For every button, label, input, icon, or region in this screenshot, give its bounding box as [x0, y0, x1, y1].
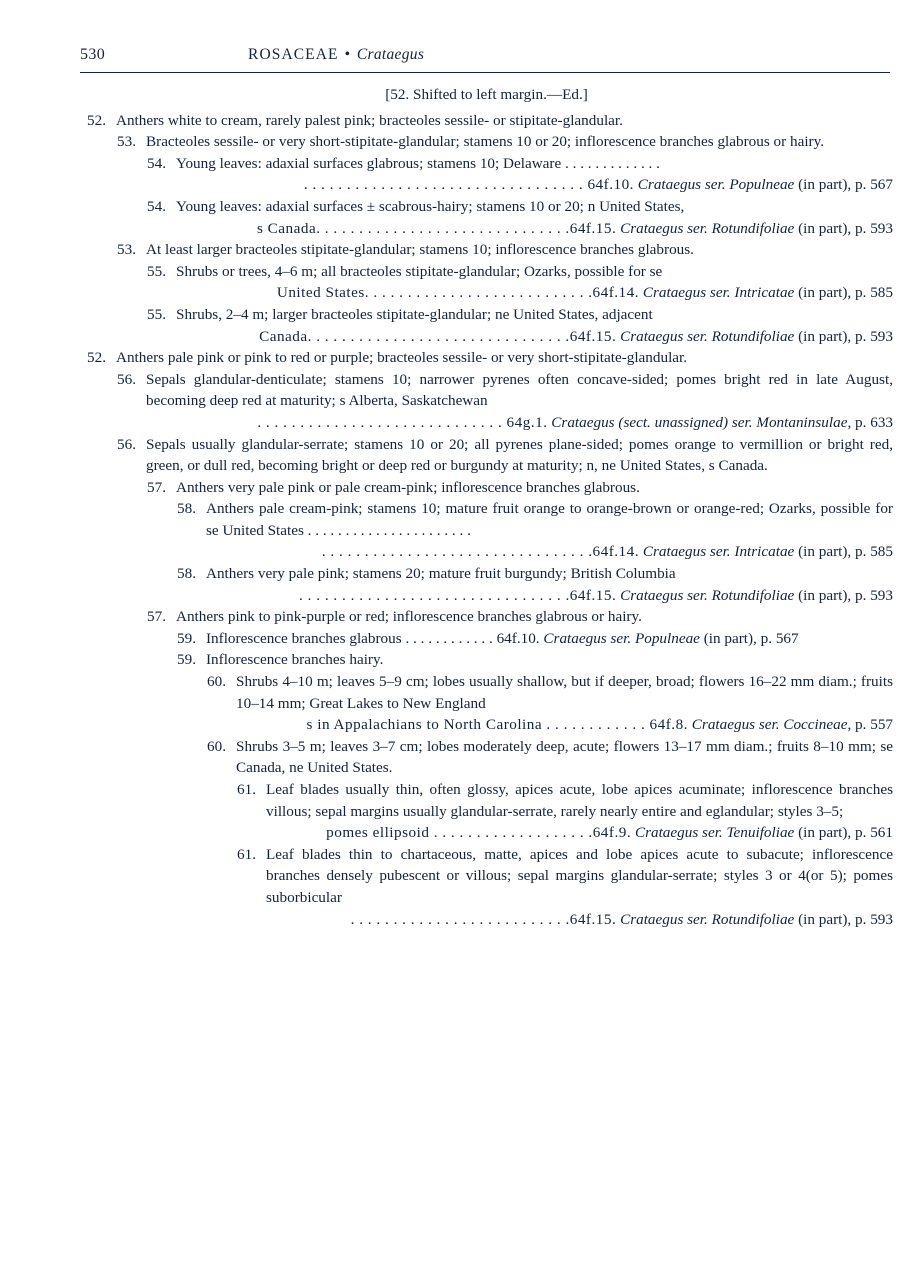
key-lead: [170, 498, 893, 541]
key-lead-text: [176, 196, 893, 218]
page-reference: , p. 633: [847, 413, 893, 431]
key-lead-number: 52.: [87, 349, 106, 367]
taxon-reference[interactable]: Crataegus ser. Populneae: [637, 176, 795, 194]
bullet-separator: •: [344, 46, 351, 63]
taxon-reference[interactable]: Crataegus ser. Rotundifoliae: [620, 327, 795, 345]
key-lead-description: Anthers very pale pink or pale cream-pink; inflorescence branches glabrous.: [176, 478, 640, 496]
taxon-reference[interactable]: Crataegus ser. Rotundifoliae: [620, 219, 795, 237]
key-lead-description: Anthers very pale pink; stamens 20; mature fruit burgundy; British Columbia: [206, 565, 676, 583]
key-lead-description: Bracteoles sessile- or very short-stipitate-glandular; stamens 10 or 20; inflorescence branches glabrous or hairy.: [146, 133, 825, 151]
family-name: ROSACEAE: [248, 46, 339, 63]
key-lead-description: Anthers pale cream-pink; stamens 10; mature fruit orange to orange-brown or orange-red; Ozarks, possible for se United States . . . . . . . . . . . . . . . . . . . . . .: [206, 500, 893, 539]
page-reference: (in part), p. 585: [794, 284, 893, 302]
key-lead: [170, 563, 893, 585]
key-lead-text: [176, 606, 893, 628]
key-lead-text: [176, 304, 893, 326]
key-lead: [140, 477, 893, 499]
page-reference: (in part), p. 593: [794, 327, 893, 345]
key-lead-text: [176, 477, 893, 499]
key-lead-text: [266, 779, 893, 822]
leader-dots: . . . . . . . . . . . . . . . . . . . . . . . . . .64f.15.: [350, 910, 617, 928]
key-lead: [170, 649, 893, 671]
key-lead-reference-line: [140, 174, 893, 196]
key-lead: [110, 239, 893, 261]
key-lead-text: [116, 347, 893, 369]
taxon-reference[interactable]: Crataegus ser. Intricatae: [642, 284, 795, 302]
running-head-title: [248, 46, 424, 64]
key-lead-number: 59.: [177, 651, 196, 669]
page-reference: (in part), p. 593: [794, 586, 893, 604]
page-reference: (in part), p. 593: [794, 910, 893, 928]
key-lead-text: [206, 563, 893, 585]
key-lead-text: [146, 434, 893, 477]
key-lead-number: 53.: [117, 133, 136, 151]
taxon-reference[interactable]: Crataegus ser. Coccineae: [691, 716, 848, 734]
header-rule: [80, 72, 890, 73]
key-lead-number: 60.: [207, 737, 226, 755]
page-reference: (in part), p. 561: [794, 824, 893, 842]
key-lead: [140, 153, 893, 175]
leader-dots: Canada. . . . . . . . . . . . . . . . . . . . . . . . . . . . . . .64f.15.: [259, 327, 617, 345]
key-lead: [140, 261, 893, 283]
running-head: [80, 44, 890, 70]
key-lead-description: At least larger bracteoles stipitate-glandular; stamens 10; inflorescence branches glabrous.: [146, 241, 694, 259]
key-lead-number: 54.: [147, 154, 166, 172]
taxon-reference[interactable]: Crataegus (sect. unassigned) ser. Montaninsulae: [551, 413, 848, 431]
key-lead-number: 57.: [147, 478, 166, 496]
page-reference: , p. 557: [847, 716, 893, 734]
key-lead-text: [116, 110, 893, 132]
key-lead-number: 58.: [177, 565, 196, 583]
key-lead-reference-line: [140, 282, 893, 304]
key-lead: [140, 606, 893, 628]
key-lead-text: [206, 628, 893, 650]
key-lead-description: Sepals glandular-denticulate; stamens 10; narrower pyrenes often concave-sided; pomes bright red in late August, becoming deep red at maturity; s Alberta, Saskatchewan: [146, 370, 893, 410]
key-lead-text: [236, 736, 893, 779]
key-lead-reference-line: [230, 822, 893, 844]
key-lead: [200, 671, 893, 714]
key-lead-description: Shrubs 4–10 m; leaves 5–9 cm; lobes usually shallow, but if deeper, broad; flowers 16–22 mm diam.; fruits 10–14 mm; Great Lakes to New England: [236, 673, 893, 712]
key-lead-description: Anthers white to cream, rarely palest pink; bracteoles sessile- or stipitate-glandular.: [116, 111, 623, 129]
key-lead-reference-line: [170, 541, 893, 563]
key-lead-description: Young leaves: adaxial surfaces ± scabrous-hairy; stamens 10 or 20; n United States,: [176, 197, 685, 215]
page-reference: (in part), p. 593: [794, 219, 893, 237]
key-body: [80, 84, 893, 930]
key-lead-reference-line: [230, 909, 893, 931]
key-lead-description: Sepals usually glandular-serrate; stamens 10 or 20; all pyrenes plane-sided; pomes orange to vermillion or bright red, green, or dull red, becoming bright or deep red or burgundy at maturity; n, ne United States, s Canada.: [146, 435, 893, 475]
key-lead-text: [266, 844, 893, 909]
key-lead-number: 55.: [147, 305, 166, 323]
key-lead-number: 55.: [147, 262, 166, 280]
page-reference: (in part), p. 585: [794, 543, 893, 561]
key-lead-number: 54.: [147, 197, 166, 215]
leader-dots: . . . . . . . . . . . . . . . . . . . . . . . . . . . . . . . . . 64f.10.: [303, 176, 634, 194]
taxon-reference[interactable]: Crataegus ser. Tenuifoliae: [634, 824, 795, 842]
key-lead-number: 58.: [177, 500, 196, 518]
key-lead-text: [206, 498, 893, 541]
key-lead-reference-line: [140, 218, 893, 240]
key-lead-number: 53.: [117, 241, 136, 259]
page-reference: (in part), p. 567: [794, 176, 893, 194]
key-lead-description: Shrubs, 2–4 m; larger bracteoles stipitate-glandular; ne United States, adjacent: [176, 305, 653, 323]
key-lead-description: Leaf blades thin to chartaceous, matte, apices and lobe apices acute to subacute; inflorescence branches densely pubescent or villous; sepal margins glandular-serrate; styles 3 or 4(or 5); pomes suborbicular: [266, 845, 893, 906]
taxon-reference[interactable]: Crataegus ser. Intricatae: [642, 543, 795, 561]
key-lead-reference-line: [200, 714, 893, 736]
key-lead-description: Inflorescence branches hairy.: [206, 651, 384, 669]
key-lead: [80, 110, 893, 132]
key-lead: [80, 347, 893, 369]
key-lead: [230, 779, 893, 822]
taxon-reference[interactable]: Crataegus ser. Populneae: [543, 629, 700, 647]
key-lead-description: Inflorescence branches glabrous . . . . . . . . . . . . 64f.10.: [206, 629, 540, 647]
key-lead: [110, 131, 893, 153]
key-lead-number: 56.: [117, 435, 136, 453]
key-lead: [110, 369, 893, 412]
key-lead-description: Shrubs 3–5 m; leaves 3–7 cm; lobes moderately deep, acute; flowers 13–17 mm diam.; fruits 8–10 mm; se Canada, ne United States.: [236, 737, 893, 777]
key-lead-number: 56.: [117, 370, 136, 388]
key-lead-text: [206, 649, 893, 671]
page-reference: (in part), p. 567: [699, 629, 799, 647]
key-lead-reference-line: [140, 326, 893, 348]
key-lead-number: 60.: [207, 673, 226, 691]
leader-dots: . . . . . . . . . . . . . . . . . . . . . . . . . . . . . 64g.1.: [257, 413, 548, 431]
key-lead-number: 59.: [177, 629, 196, 647]
key-lead-number: 61.: [237, 845, 256, 863]
key-lead-reference-line: [170, 585, 893, 607]
editor-note: [52. Shifted to left margin.—Ed.]: [385, 86, 588, 103]
key-lead: [200, 736, 893, 779]
key-lead: [230, 844, 893, 909]
key-lead: [140, 304, 893, 326]
leader-dots: s Canada. . . . . . . . . . . . . . . . . . . . . . . . . . . . . .64f.15.: [256, 219, 617, 237]
key-lead-text: [146, 369, 893, 412]
key-lead-description: Anthers pale pink or pink to red or purple; bracteoles sessile- or very short-stipitate-glandular.: [116, 349, 688, 367]
key-lead-description: Leaf blades usually thin, often glossy, apices acute, lobe apices acuminate; inflorescence branches villous; sepal margins usually glandular-serrate, rarely nearly entire and eglandular; styles 3–5;: [266, 781, 893, 820]
key-lead-text: [146, 131, 893, 153]
key-lead: [110, 434, 893, 477]
key-lead-text: [146, 239, 893, 261]
key-lead-description: Anthers pink to pink-purple or red; inflorescence branches glabrous or hairy.: [176, 608, 642, 626]
key-lead: [170, 628, 893, 650]
key-lead: [140, 196, 893, 218]
key-lead-number: 61.: [237, 781, 256, 798]
genus-name: Crataegus: [356, 46, 425, 63]
key-lead-text: [236, 671, 893, 714]
key-lead-text: [176, 261, 893, 283]
taxon-reference[interactable]: Crataegus ser. Rotundifoliae: [620, 910, 795, 928]
leader-dots: pomes ellipsoid . . . . . . . . . . . . . . . . . . .64f.9.: [326, 824, 632, 842]
key-leads-container: [80, 110, 893, 931]
leader-dots: s in Appalachians to North Carolina . . . . . . . . . . . . 64f.8.: [306, 716, 688, 734]
key-lead-number: 57.: [147, 608, 166, 626]
key-lead-text: [176, 153, 893, 175]
leader-dots: . . . . . . . . . . . . . . . . . . . . . . . . . . . . . . . .64f.14.: [321, 543, 640, 561]
key-lead-number: 52.: [87, 111, 106, 129]
leader-dots: . . . . . . . . . . . . . . . . . . . . . . . . . . . . . . . .64f.15.: [299, 586, 617, 604]
key-lead-reference-line: [110, 412, 893, 434]
key-lead-description: Young leaves: adaxial surfaces glabrous; stamens 10; Delaware . . . . . . . . . . . . .: [176, 154, 660, 172]
leader-dots: United States. . . . . . . . . . . . . . . . . . . . . . . . . . .64f.14.: [276, 284, 640, 302]
taxon-reference[interactable]: Crataegus ser. Rotundifoliae: [620, 586, 795, 604]
key-lead-description: Shrubs or trees, 4–6 m; all bracteoles stipitate-glandular; Ozarks, possible for se: [176, 262, 663, 280]
page-number: 530: [80, 46, 106, 63]
